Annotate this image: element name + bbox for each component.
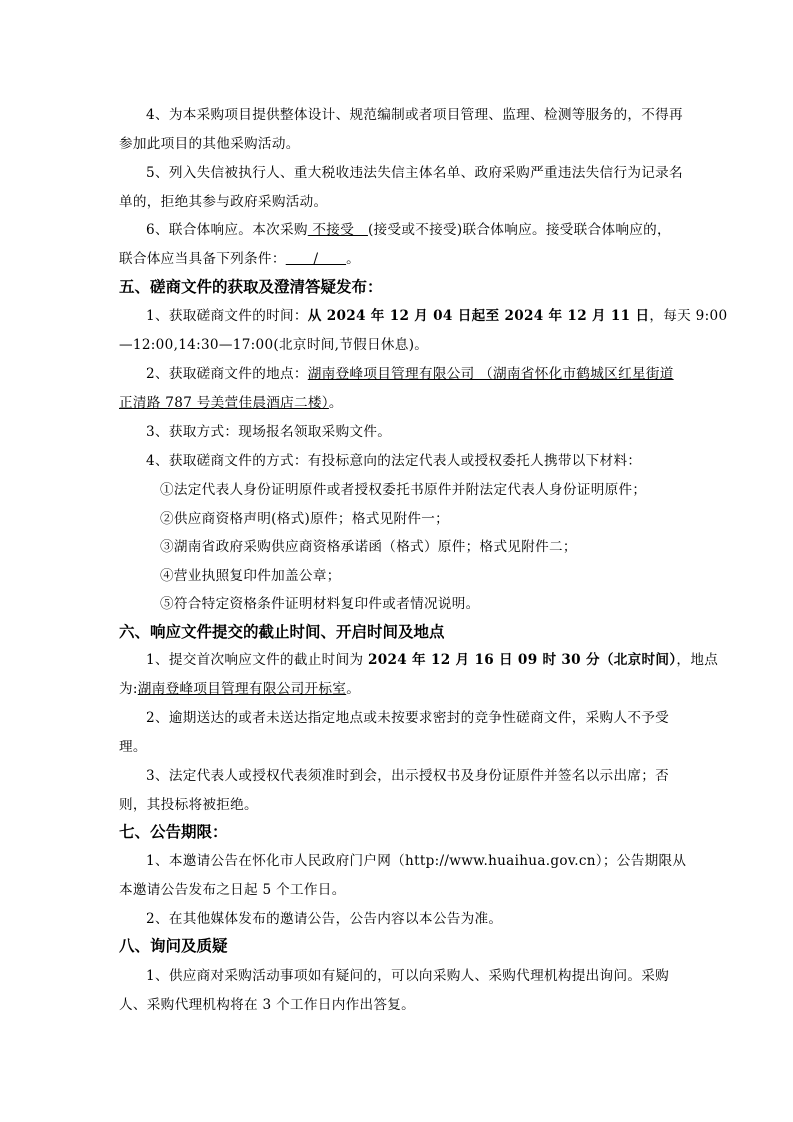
consortium-note: (接受或不接受)联合体响应。接受联合体响应的， <box>367 222 671 238</box>
paragraph-6-line-1 <box>146 220 671 240</box>
section-5-item-1-line-1 <box>146 306 727 326</box>
section-6-item-3-line-2: 则，其投标将被拒绝。 <box>119 797 258 813</box>
doc-time-range: 从 2024 年 12 月 04 日起至 2024 年 12 月 11 日 <box>307 308 650 324</box>
period: 。 <box>328 395 343 411</box>
section-8-item-1-line-2: 人、采购代理机构将在 3 个工作日内作出答复。 <box>119 997 416 1013</box>
doc-location-value: 湖南登峰项目管理有限公司 （湖南省怀化市鹤城区红星街道 <box>307 366 674 382</box>
doc-location-label: 2、获取磋商文件的地点： <box>146 366 308 382</box>
section-5-heading: 五、磋商文件的获取及澄清答疑发布： <box>119 278 383 296</box>
bid-opening-room: 湖南登峰项目管理有限公司开标室 <box>137 681 347 697</box>
section-6-heading: 六、响应文件提交的截止时间、开启时间及地点 <box>119 623 445 641</box>
consortium-value: 不接受 <box>307 222 368 238</box>
section-7-item-2: 2、在其他媒体发布的邀请公告，公告内容以本公告为准。 <box>146 911 503 927</box>
paragraph-4-line-1: 4、为本采购项目提供整体设计、规范编制或者项目管理、监理、检测等服务的，不得再 <box>146 107 683 123</box>
section-6-item-3-line-1: 3、法定代表人或授权代表须准时到会，出示授权书及身份证原件并签名以示出席；否 <box>146 768 670 784</box>
section-7-item-1-line-1: 1、本邀请公告在怀化市人民政府门户网（http://www.huaihua.gov.cn）；公告期限从 <box>146 853 687 869</box>
doc-time-hours: ，每天 9:00 <box>649 308 728 324</box>
period: 。 <box>346 681 361 697</box>
doc-location-address: 正清路 787 号美萱佳晨酒店二楼） <box>119 395 329 411</box>
deadline-value: 2024 年 12 月 16 日 09 时 30 分（北京时间） <box>367 652 677 668</box>
section-8-item-1-line-1: 1、供应商对采购活动事项如有疑问的，可以向采购人、采购代理机构提出询问。采购 <box>146 968 670 984</box>
section-6-item-2-line-2: 理。 <box>119 739 147 755</box>
materials-list-item: ①法定代表人身份证明原件或者授权委托书原件并附法定代表人身份证明原件； <box>160 482 647 498</box>
section-6-item-2-line-1: 2、逾期送达的或者未送达指定地点或未按要求密封的竞争性磋商文件，采购人不予受 <box>146 710 670 726</box>
section-5-item-1-line-2: —12:00,14:30—17:00(北京时间,节假日休息)。 <box>119 337 429 353</box>
materials-list-item: ⑤符合特定资格条件证明材料复印件或者情况说明。 <box>160 596 480 612</box>
section-7-heading: 七、公告期限： <box>119 823 228 841</box>
paragraph-6-line-2 <box>119 249 360 269</box>
place-prefix: 为: <box>119 681 138 697</box>
section-5-item-2-line-1 <box>146 364 674 384</box>
section-8-heading: 八、询问及质疑 <box>119 937 228 955</box>
deadline-label: 1、提交首次响应文件的截止时间为 <box>146 652 368 668</box>
section-5-item-2-line-2 <box>119 393 343 413</box>
consortium-label: 6、联合体响应。本次采购 <box>146 222 308 238</box>
section-7-item-1-line-2: 本邀请公告发布之日起 5 个工作日。 <box>119 882 346 898</box>
paragraph-5-line-1: 5、列入失信被执行人、重大税收违法失信主体名单、政府采购严重违法失信行为记录名 <box>146 165 683 181</box>
doc-time-label: 1、获取磋商文件的时间： <box>146 308 308 324</box>
materials-list-item: ②供应商资格声明(格式)原件；格式见附件一； <box>160 511 450 527</box>
section-5-item-4: 4、获取磋商文件的方式：有投标意向的法定代表人或授权委托人携带以下材料： <box>146 453 642 469</box>
paragraph-5-line-2: 单的，拒绝其参与政府采购活动。 <box>119 194 328 210</box>
section-5-item-3: 3、获取方式：现场报名领取采购文件。 <box>146 424 392 440</box>
materials-list-item: ④营业执照复印件加盖公章； <box>160 568 341 584</box>
materials-list-item: ③湖南省政府采购供应商资格承诺函（格式）原件；格式见附件二； <box>160 539 577 555</box>
consortium-conditions-blank: / <box>285 251 347 267</box>
paragraph-4-line-2: 参加此项目的其他采购活动。 <box>119 136 300 152</box>
section-6-item-1-line-1 <box>146 650 718 670</box>
consortium-conditions-label: 联合体应当具备下列条件： <box>119 251 286 267</box>
section-6-item-1-line-2 <box>119 679 360 699</box>
deadline-place-label: ，地点 <box>676 652 719 668</box>
period: 。 <box>346 251 360 267</box>
